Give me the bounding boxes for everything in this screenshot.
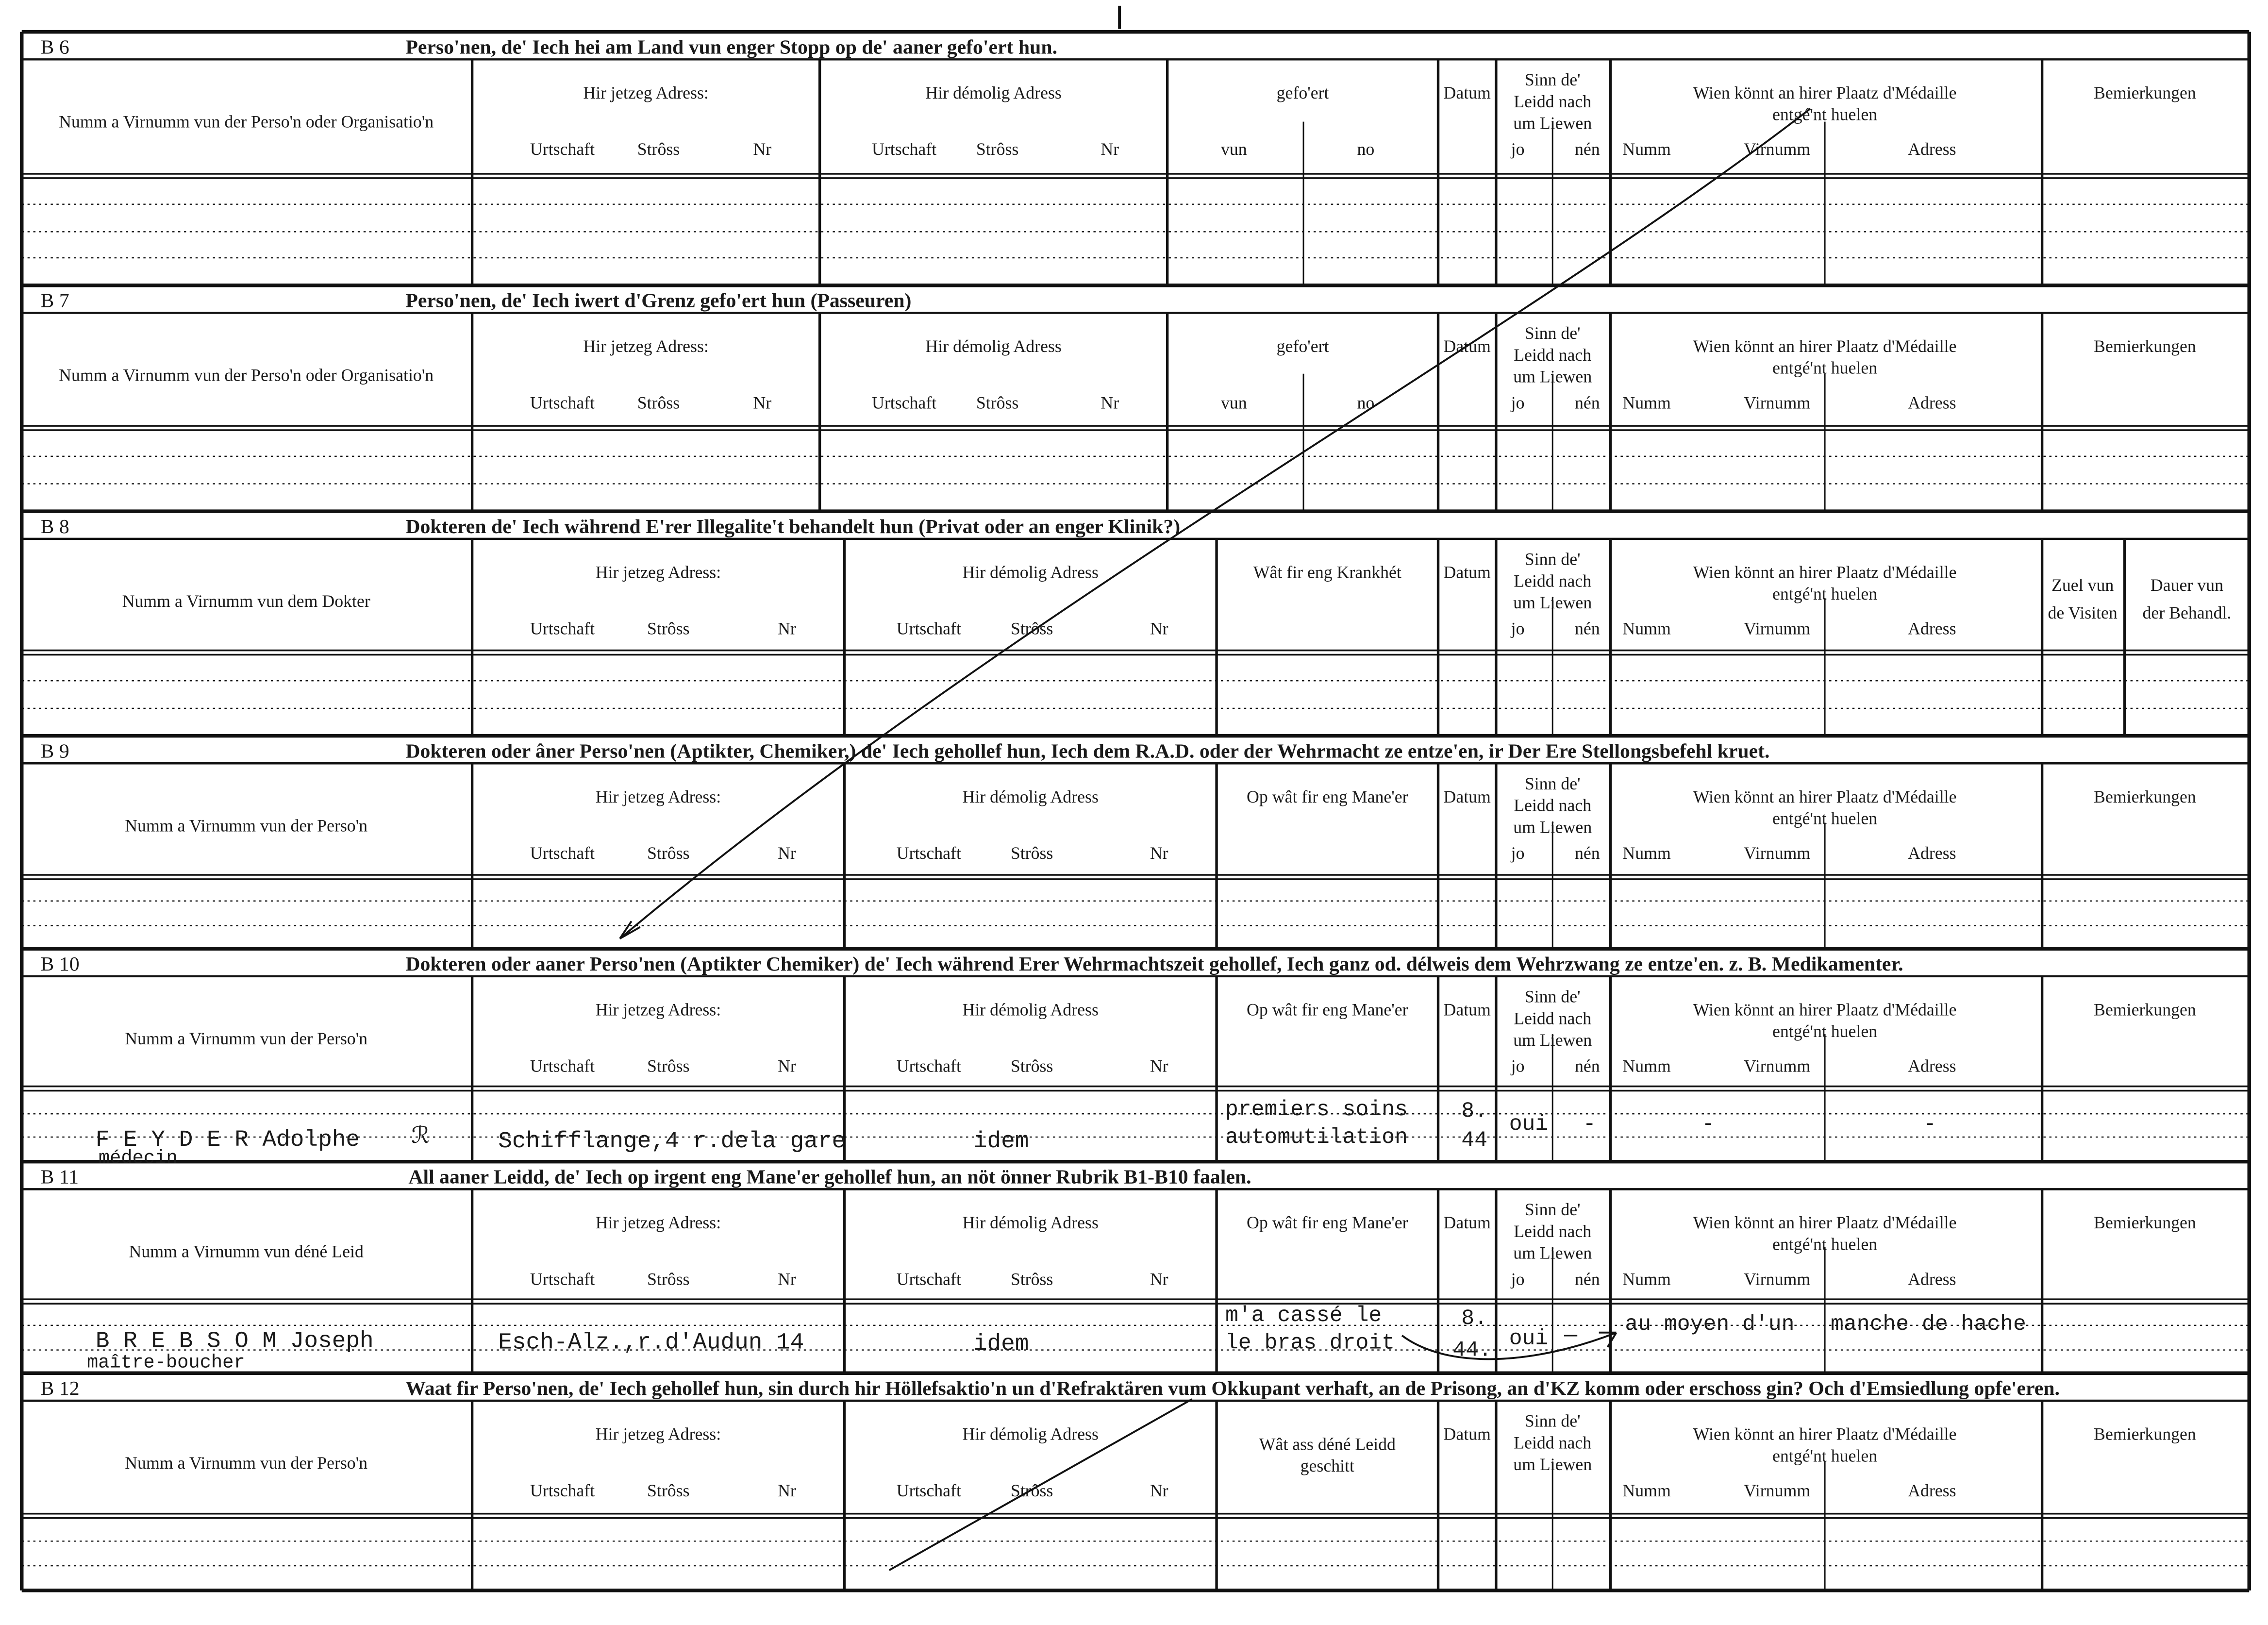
urtschaft-label: Urtschaft	[872, 139, 937, 159]
b10-name: F E Y D E R Adolphe	[95, 1126, 360, 1153]
stross-label: Strôss	[1010, 619, 1053, 638]
former-address-header: Hir démolig Adress	[962, 787, 1099, 806]
b11-name: B R E B S O M Joseph	[95, 1328, 374, 1355]
current-address-header: Hir jetzeg Adress:	[595, 1000, 721, 1020]
medal-firstname-label: Virnumm	[1744, 1480, 1811, 1500]
no-label: nén	[1574, 393, 1600, 413]
section-id: B 6	[40, 36, 69, 59]
nr-label: Nr	[1150, 843, 1168, 863]
medal-firstname-label: Virnumm	[1744, 843, 1811, 863]
medal-name-label: Numm	[1622, 1269, 1671, 1289]
b10-profession: médecin	[98, 1147, 178, 1169]
no-label: nén	[1574, 1269, 1600, 1289]
stross-label: Strôss	[1010, 843, 1053, 863]
section-id: B 11	[40, 1166, 79, 1189]
b10-date-1: 8.	[1461, 1099, 1487, 1124]
medal-firstname-label: Virnumm	[1744, 139, 1811, 159]
what-happened-header: Wât ass déné Leidd geschitt	[1259, 1434, 1396, 1476]
urtschaft-label: Urtschaft	[896, 1056, 961, 1076]
medal-header: Wien könnt an hirer Plaatz d'Médaille entgé'nt huelen	[1693, 336, 1957, 378]
stross-label: Strôss	[647, 1269, 690, 1289]
b11-manner-2: le bras droit	[1225, 1331, 1395, 1356]
stross-label: Strôss	[647, 619, 690, 638]
manner-header: Wât fir eng Krankhét	[1253, 562, 1401, 582]
to-label: no	[1357, 139, 1375, 159]
b11-remark-2: manche de hache	[1831, 1312, 2026, 1337]
b10-manner-1: premiers soins	[1225, 1098, 1408, 1122]
b11-address: Esch-Alz.,r.d'Audun 14	[498, 1329, 804, 1356]
stross-label: Strôss	[976, 393, 1019, 413]
manner-header: Op wât fir eng Mane'er	[1247, 787, 1408, 806]
nr-label: Nr	[778, 843, 796, 863]
remarks-header: Bemierkungen	[2094, 336, 2196, 356]
b11-alive: oui	[1509, 1326, 1549, 1351]
medal-name-label: Numm	[1622, 619, 1671, 638]
from-label: vun	[1221, 139, 1247, 159]
urtschaft-label: Urtschaft	[530, 1056, 595, 1076]
medal-address-label: Adress	[1908, 393, 1956, 413]
alive-header: Sinn de' Leidd nach um Liewen	[1513, 1200, 1592, 1263]
medal-name-label: Numm	[1622, 843, 1671, 863]
alive-header: Sinn de' Leidd nach um Liewen	[1513, 323, 1592, 386]
stross-label: Strôss	[1010, 1480, 1053, 1500]
medal-address-label: Adress	[1908, 139, 1956, 159]
former-address-header: Hir démolig Adress	[925, 336, 1062, 356]
medal-header: Wien könnt an hirer Plaatz d'Médaille entgé'nt huelen	[1693, 1000, 1957, 1041]
section-id: B 7	[40, 289, 69, 312]
current-address-header: Hir jetzeg Adress:	[583, 83, 709, 102]
name-header: Numm a Virnumm vun der Perso'n oder Organisatio'n	[59, 365, 434, 385]
b10-mark: ℛ	[411, 1123, 430, 1150]
b10-dash-nen: -	[1583, 1112, 1596, 1137]
current-address-header: Hir jetzeg Adress:	[583, 336, 709, 356]
nr-label: Nr	[753, 393, 772, 413]
from-label: vun	[1221, 393, 1247, 413]
stross-label: Strôss	[1010, 1056, 1053, 1076]
b10-dash-adress: -	[1923, 1112, 1936, 1137]
b10-old-address: idem	[973, 1128, 1029, 1155]
b11-old-address: idem	[973, 1331, 1029, 1357]
name-header: Numm a Virnumm vun der Perso'n	[125, 1453, 368, 1473]
former-address-header: Hir démolig Adress	[962, 1424, 1099, 1444]
medal-address-label: Adress	[1908, 1269, 1956, 1289]
medal-firstname-label: Virnumm	[1744, 619, 1811, 638]
alive-header: Sinn de' Leidd nach um Liewen	[1513, 987, 1592, 1050]
remarks-header: Bemierkungen	[2094, 83, 2196, 102]
b10-dash-numm: -	[1701, 1112, 1715, 1137]
remarks-header: Bemierkungen	[2094, 1212, 2196, 1232]
name-header: Numm a Virnumm vun déné Leid	[129, 1241, 364, 1261]
medal-firstname-label: Virnumm	[1744, 1269, 1811, 1289]
current-address-header: Hir jetzeg Adress:	[595, 1424, 721, 1444]
urtschaft-label: Urtschaft	[530, 139, 595, 159]
medal-address-label: Adress	[1908, 1480, 1956, 1500]
nr-label: Nr	[1150, 1056, 1168, 1076]
urtschaft-label: Urtschaft	[530, 843, 595, 863]
urtschaft-label: Urtschaft	[896, 1269, 961, 1289]
b11-dash: —	[1564, 1323, 1577, 1348]
manner-header: Op wât fir eng Mane'er	[1247, 1000, 1408, 1020]
nr-label: Nr	[778, 1480, 796, 1500]
urtschaft-label: Urtschaft	[896, 619, 961, 638]
alive-header: Sinn de' Leidd nach um Liewen	[1513, 70, 1592, 133]
section-id: B 12	[40, 1377, 80, 1400]
medal-header: Wien könnt an hirer Plaatz d'Médaille entgé'nt huelen	[1693, 1424, 1957, 1466]
nr-label: Nr	[1150, 1480, 1168, 1500]
yes-label: jo	[1511, 393, 1525, 413]
b11-profession: maître-boucher	[87, 1352, 245, 1374]
medal-header: Wien könnt an hirer Plaatz d'Médaille entgé'nt huelen	[1693, 787, 1957, 828]
medal-name-label: Numm	[1622, 393, 1671, 413]
b11-remark-1: au moyen d'un	[1625, 1312, 1795, 1337]
date-header: Datum	[1443, 1424, 1491, 1444]
remarks-header: Bemierkungen	[2094, 1000, 2196, 1020]
stross-label: Strôss	[647, 1480, 690, 1500]
stross-label: Strôss	[1010, 1269, 1053, 1289]
former-address-header: Hir démolig Adress	[962, 1212, 1099, 1232]
nr-label: Nr	[1150, 1269, 1168, 1289]
yes-label: jo	[1511, 1269, 1525, 1289]
no-label: nén	[1574, 1056, 1600, 1076]
stross-label: Strôss	[647, 1056, 690, 1076]
stross-label: Strôss	[647, 843, 690, 863]
b10-manner-2: automutilation	[1225, 1125, 1408, 1150]
to-label: no	[1357, 393, 1375, 413]
former-address-header: Hir démolig Adress	[962, 562, 1099, 582]
urtschaft-label: Urtschaft	[530, 619, 595, 638]
medal-address-label: Adress	[1908, 1056, 1956, 1076]
former-address-header: Hir démolig Adress	[925, 83, 1062, 102]
b11-manner-1: m'a cassé le	[1225, 1303, 1382, 1328]
date-header: Datum	[1443, 83, 1491, 102]
alive-header: Sinn de' Leidd nach um Liewen	[1513, 1411, 1592, 1474]
medal-firstname-label: Virnumm	[1744, 393, 1811, 413]
transport-header: gefo'ert	[1276, 83, 1329, 102]
medal-address-label: Adress	[1908, 843, 1956, 863]
b11-date-1: 8.	[1461, 1306, 1487, 1331]
nr-label: Nr	[1150, 619, 1168, 638]
section-id: B 10	[40, 953, 80, 975]
stross-label: Strôss	[637, 393, 680, 413]
section-id: B 9	[40, 740, 69, 763]
current-address-header: Hir jetzeg Adress:	[595, 562, 721, 582]
date-header: Datum	[1443, 1212, 1491, 1232]
stross-label: Strôss	[637, 139, 680, 159]
nr-label: Nr	[1101, 139, 1119, 159]
section-title: Perso'nen, de' Iech iwert d'Grenz gefo'ert hun (Passeuren)	[405, 289, 912, 312]
urtschaft-label: Urtschaft	[530, 393, 595, 413]
urtschaft-label: Urtschaft	[530, 1269, 595, 1289]
medal-name-label: Numm	[1622, 139, 1671, 159]
name-header: Numm a Virnumm vun der Perso'n	[125, 816, 368, 836]
b10-alive: oui	[1509, 1112, 1549, 1137]
remarks-header: Bemierkungen	[2094, 787, 2196, 806]
nr-label: Nr	[778, 1056, 796, 1076]
medal-header: Wien könnt an hirer Plaatz d'Médaille entgé'nt huelen	[1693, 83, 1957, 124]
section-title: Dokteren de' Iech während E'rer Illegalite't behandelt hun (Privat oder an enger Klinik?)	[405, 515, 1181, 538]
current-address-header: Hir jetzeg Adress:	[595, 1212, 721, 1232]
medal-name-label: Numm	[1622, 1056, 1671, 1076]
stross-label: Strôss	[976, 139, 1019, 159]
current-address-header: Hir jetzeg Adress:	[595, 787, 721, 806]
medal-name-label: Numm	[1622, 1480, 1671, 1500]
remarks-header: Bemierkungen	[2094, 1424, 2196, 1444]
section-title: Dokteren oder aaner Perso'nen (Aptikter Chemiker) de' Iech während Erer Wehrmachtszeit gehollef, Iech ganz od. délweis dem Wehrzwang ze entze'en. z. B. Medikamenter.	[405, 953, 1903, 975]
nr-label: Nr	[778, 619, 796, 638]
yes-label: jo	[1511, 619, 1525, 638]
b10-date-2: 44	[1461, 1128, 1487, 1153]
no-label: nén	[1574, 619, 1600, 638]
visits-header: Zuel vun de Visiten	[2048, 575, 2118, 622]
medal-firstname-label: Virnumm	[1744, 1056, 1811, 1076]
section-title: All aaner Leidd, de' Iech op irgent eng Mane'er gehollef hun, an nöt önner Rubrik B1-B10 faalen.	[408, 1166, 1251, 1189]
name-header: Numm a Virnumm vun der Perso'n oder Organisatio'n	[59, 112, 434, 132]
medal-address-label: Adress	[1908, 619, 1956, 638]
transport-header: gefo'ert	[1276, 336, 1329, 356]
date-header: Datum	[1443, 1000, 1491, 1020]
yes-label: jo	[1511, 1056, 1525, 1076]
date-header: Datum	[1443, 562, 1491, 582]
alive-header: Sinn de' Leidd nach um Liewen	[1513, 549, 1592, 613]
b10-address: Schifflange,4 r.dela gare	[498, 1128, 846, 1155]
urtschaft-label: Urtschaft	[872, 393, 937, 413]
date-header: Datum	[1443, 787, 1491, 806]
urtschaft-label: Urtschaft	[896, 1480, 961, 1500]
section-title: Dokteren oder âner Perso'nen (Aptikter, Chemiker,) de' Iech gehollef hun, Iech dem R.A.D. oder der Wehrmacht ze entze'en, ir Der Ere Stellongsbefehl kruet.	[405, 740, 1770, 763]
section-id: B 8	[40, 515, 69, 538]
name-header: Numm a Virnumm vun dem Dokter	[122, 591, 370, 611]
no-label: nén	[1574, 139, 1600, 159]
b11-date-2: 44.	[1452, 1338, 1492, 1363]
duration-header: Dauer vun der Behandl.	[2142, 575, 2232, 622]
medal-header: Wien könnt an hirer Plaatz d'Médaille entgé'nt huelen	[1693, 1212, 1957, 1254]
section-title: Perso'nen, de' Iech hei am Land vun enger Stopp op de' aaner gefo'ert hun.	[405, 36, 1058, 59]
manner-header: Op wât fir eng Mane'er	[1247, 1212, 1408, 1232]
yes-label: jo	[1511, 843, 1525, 863]
nr-label: Nr	[753, 139, 772, 159]
name-header: Numm a Virnumm vun der Perso'n	[125, 1029, 368, 1049]
no-label: nén	[1574, 843, 1600, 863]
nr-label: Nr	[778, 1269, 796, 1289]
section-title: Waat fir Perso'nen, de' Iech gehollef hun, sin durch hir Höllefsaktio'n un d'Refraktären vum Okkupant verhaft, an de Prisong, an d'KZ komm oder erschoss gin? Och d'Emsiedlung opfe'eren.	[405, 1377, 2060, 1400]
alive-header: Sinn de' Leidd nach um Liewen	[1513, 773, 1592, 837]
former-address-header: Hir démolig Adress	[962, 1000, 1099, 1020]
yes-label: jo	[1511, 139, 1525, 159]
urtschaft-label: Urtschaft	[896, 843, 961, 863]
nr-label: Nr	[1101, 393, 1119, 413]
urtschaft-label: Urtschaft	[530, 1480, 595, 1500]
medal-header: Wien könnt an hirer Plaatz d'Médaille entgé'nt huelen	[1693, 562, 1957, 604]
date-header: Datum	[1443, 336, 1491, 356]
